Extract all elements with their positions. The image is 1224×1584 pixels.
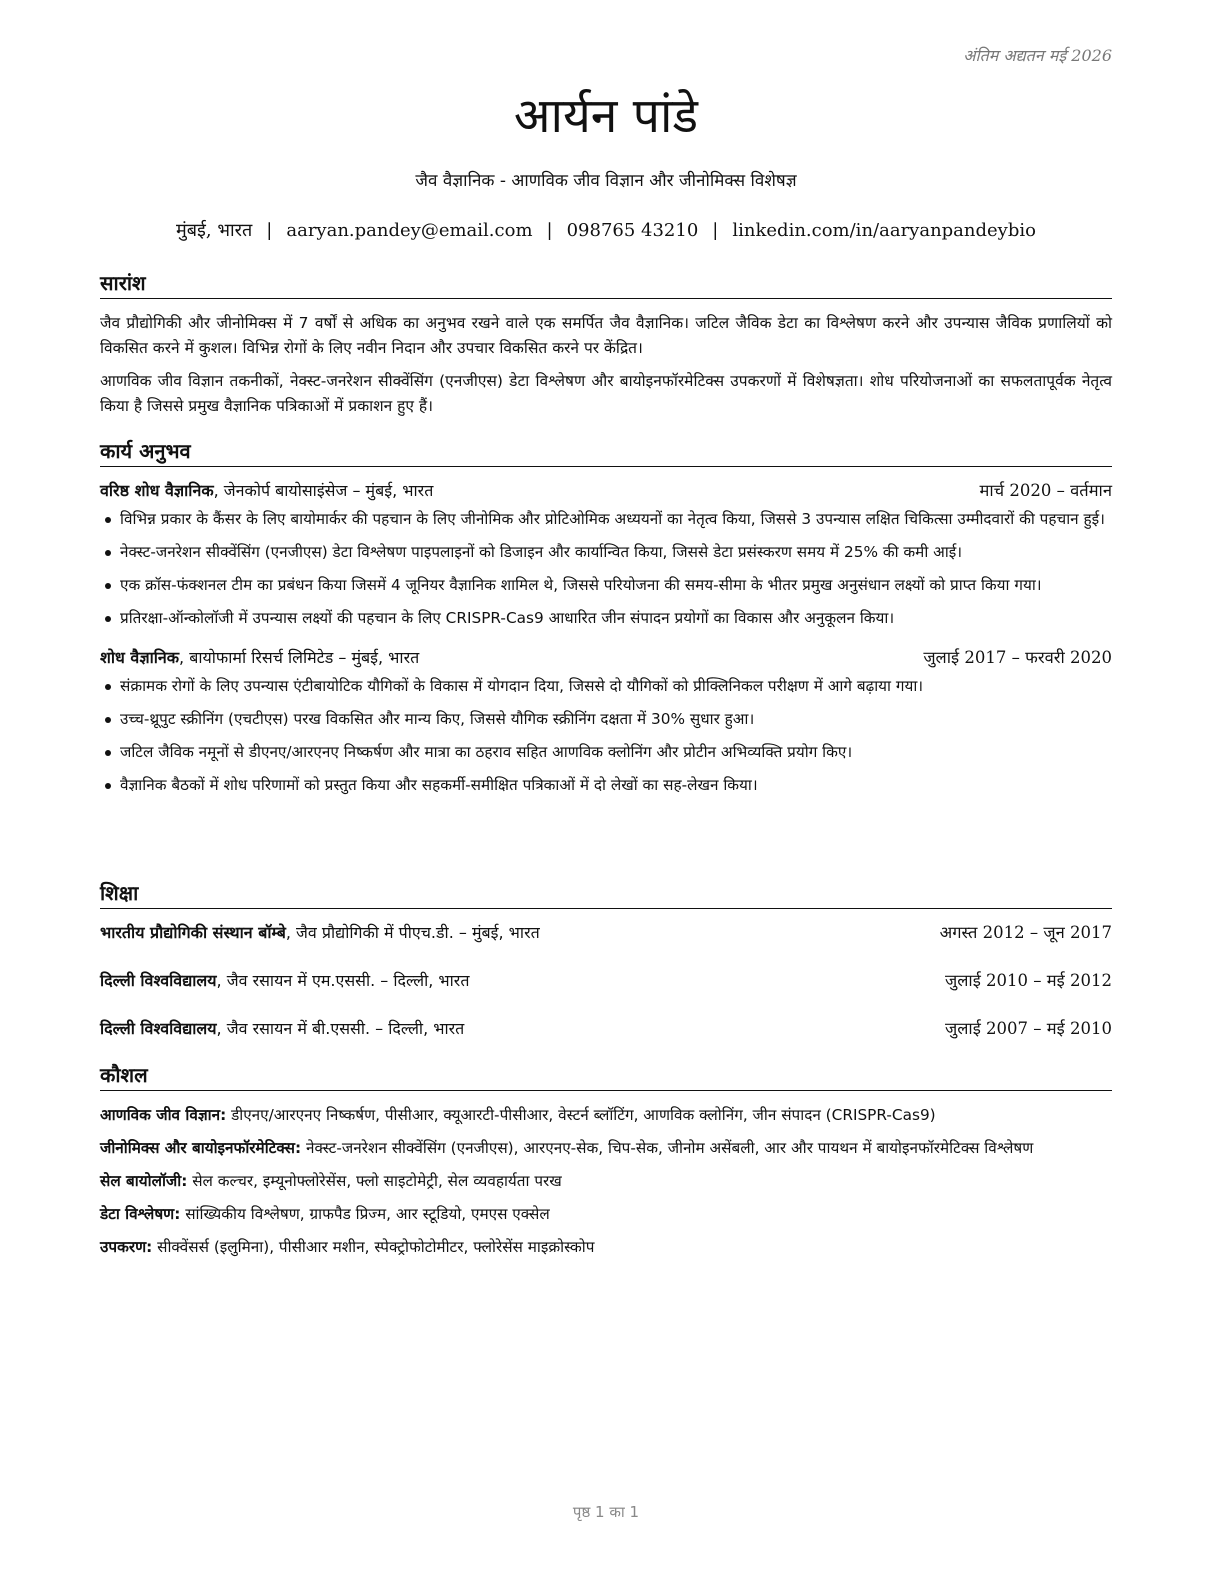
section-title-summary: सारांश — [100, 270, 1112, 299]
skill-value: सीक्वेंसर्स (इलुमिना), पीसीआर मशीन, स्पेक्ट्रोफोटोमीटर, फ्लोरेसेंस माइक्रोस्कोप — [152, 1238, 595, 1256]
skill-label: जीनोमिक्स और बायोइनफॉरमेटिक्स: — [100, 1139, 302, 1157]
education-dates: जुलाई 2007 – मई 2010 — [945, 1019, 1112, 1038]
summary-paragraph: आणविक जीव विज्ञान तकनीकों, नेक्स्ट-जनरेशन सीक्वेंसिंग (एनजीएस) डेटा विश्लेषण और बायोइनफॉरमेटिक्स उपकरणों में विशेषज्ञता। शोध परियोजनाओं का सफलतापूर्वक नेतृत्व किया है जिससे प्रमुख वैज्ञानिक पत्रिकाओं में प्रकाशन हुए हैं। — [100, 372, 1112, 415]
skills-section — [100, 1062, 1112, 1268]
education-school: दिल्ली विश्वविद्यालय — [100, 971, 217, 990]
experience-section — [100, 438, 1112, 806]
resume-page — [100, 0, 1112, 1584]
job-bullet: नेक्स्ट-जनरेशन सीक्वेंसिंग (एनजीएस) डेटा विश्लेषण पाइपलाइनों को डिजाइन और कार्यान्वित किया, जिससे डेटा प्रसंस्करण समय में 25% की कमी आई। — [120, 540, 1112, 564]
education-entry — [100, 969, 1112, 993]
section-title-education: शिक्षा — [100, 880, 1112, 909]
skill-row — [100, 1136, 1112, 1160]
section-title-skills: कौशल — [100, 1062, 1112, 1091]
skill-value: डीएनए/आरएनए निष्कर्षण, पीसीआर, क्यूआरटी-पीसीआर, वेस्टर्न ब्लॉटिंग, आणविक क्लोनिंग, जीन संपादन (CRISPR-Cas9) — [226, 1106, 936, 1124]
last-updated: अंतिम अद्यतन मई 2026 — [963, 46, 1112, 65]
education-detail: , जैव रसायन में बी.एससी. – दिल्ली, भारत — [216, 1019, 465, 1038]
job-dates: मार्च 2020 – वर्तमान — [979, 481, 1112, 500]
job-org: , बायोफार्मा रिसर्च लिमिटेड – मुंबई, भारत — [179, 648, 420, 667]
contact-separator: | — [266, 220, 273, 241]
job-bullets — [100, 507, 1112, 630]
job-role: शोध वैज्ञानिक — [100, 648, 180, 667]
job-entry — [100, 479, 1112, 630]
job-header — [100, 646, 1112, 670]
education-section — [100, 880, 1112, 1065]
section-title-experience: कार्य अनुभव — [100, 438, 1112, 467]
education-school: भारतीय प्रौद्योगिकी संस्थान बॉम्बे — [100, 923, 286, 942]
page-number: पृष्ठ 1 का 1 — [572, 1503, 640, 1521]
skill-value: सांख्यिकीय विश्लेषण, ग्राफपैड प्रिज्म, आर स्टूडियो, एमएस एक्सेल — [180, 1205, 550, 1223]
education-dates: अगस्त 2012 – जून 2017 — [939, 923, 1112, 942]
job-bullet: एक क्रॉस-फंक्शनल टीम का प्रबंधन किया जिसमें 4 जूनियर वैज्ञानिक शामिल थे, जिससे परियोजना की समय-सीमा के भीतर प्रमुख अनुसंधान लक्ष्यों को प्राप्त किया गया। — [120, 573, 1112, 597]
education-school: दिल्ली विश्वविद्यालय — [100, 1019, 217, 1038]
job-entry — [100, 646, 1112, 797]
job-header — [100, 479, 1112, 503]
contact-separator: | — [546, 220, 553, 241]
contact-linkedin[interactable]: linkedin.com/in/aaryanpandeybio — [732, 220, 1036, 241]
skill-row — [100, 1169, 1112, 1193]
summary-paragraph: जैव प्रौद्योगिकी और जीनोमिक्स में 7 वर्षों से अधिक का अनुभव रखने वाले एक समर्पित जैव वैज्ञानिक। जटिल जैविक डेटा का विश्लेषण करने और उपन्यास जैविक प्रणालियों को विकसित करने में कुशल। विभिन्न रोगों के लिए नवीन निदान और उपचार विकसित करने पर केंद्रित। — [100, 314, 1112, 357]
job-bullet: उच्च-थ्रूपुट स्क्रीनिंग (एचटीएस) परख विकसित और मान्य किए, जिससे यौगिक स्क्रीनिंग दक्षता में 30% सुधार हुआ। — [120, 707, 1112, 731]
skill-row — [100, 1103, 1112, 1127]
skill-value: नेक्स्ट-जनरेशन सीक्वेंसिंग (एनजीएस), आरएनए-सेक, चिप-सेक, जीनोम असेंबली, आर और पायथन में बायोइनफॉरमेटिक्स विश्लेषण — [301, 1139, 1034, 1157]
job-bullet: विभिन्न प्रकार के कैंसर के लिए बायोमार्कर की पहचान के लिए जीनोमिक और प्रोटिओमिक अध्ययनों का नेतृत्व किया, जिससे 3 उपन्यास लक्षित चिकित्सा उम्मीदवारों की पहचान हुई। — [120, 507, 1112, 531]
skill-label: डेटा विश्लेषण: — [100, 1205, 181, 1223]
job-bullet: संक्रामक रोगों के लिए उपन्यास एंटीबायोटिक यौगिकों के विकास में योगदान दिया, जिससे दो यौगिकों को प्रीक्लिनिकल परीक्षण में आगे बढ़ाया गया। — [120, 674, 1112, 698]
skill-label: आणविक जीव विज्ञान: — [100, 1106, 227, 1124]
education-detail: , जैव रसायन में एम.एससी. – दिल्ली, भारत — [216, 971, 470, 990]
skill-row — [100, 1235, 1112, 1259]
job-org: , जेनकोर्प बायोसाइंसेज – मुंबई, भारत — [213, 481, 434, 500]
job-role: वरिष्ठ शोध वैज्ञानिक — [100, 481, 214, 500]
contact-separator: | — [712, 220, 719, 241]
summary-section — [100, 270, 1112, 427]
job-bullet: जटिल जैविक नमूनों से डीएनए/आरएनए निष्कर्षण और मात्रा का ठहराव सहित आणविक क्लोनिंग और प्रोटीन अभिव्यक्ति प्रयोग किए। — [120, 740, 1112, 764]
skill-label: सेल बायोलॉजी: — [100, 1172, 188, 1190]
education-dates: जुलाई 2010 – मई 2012 — [945, 971, 1112, 990]
contact-email[interactable]: aaryan.pandey@email.com — [286, 220, 533, 241]
job-bullet: वैज्ञानिक बैठकों में शोध परिणामों को प्रस्तुत किया और सहकर्मी-समीक्षित पत्रिकाओं में दो लेखों का सह-लेखन किया। — [120, 773, 1112, 797]
job-bullet: प्रतिरक्षा-ऑन्कोलॉजी में उपन्यास लक्ष्यों की पहचान के लिए CRISPR-Cas9 आधारित जीन संपादन प्रयोगों का विकास और अनुकूलन किया। — [120, 606, 1112, 630]
job-bullets — [100, 674, 1112, 797]
skill-label: उपकरण: — [100, 1238, 153, 1256]
skill-row — [100, 1202, 1112, 1226]
education-entry — [100, 1017, 1112, 1041]
skill-value: सेल कल्चर, इम्यूनोफ्लोरेसेंस, फ्लो साइटोमेट्री, सेल व्यवहार्यता परख — [187, 1172, 562, 1190]
candidate-name: आर्यन पांडे — [513, 88, 699, 144]
contact-phone: 098765 43210 — [566, 220, 699, 241]
candidate-subtitle: जैव वैज्ञानिक - आणविक जीव विज्ञान और जीनोमिक्स विशेषज्ञ — [415, 171, 797, 191]
contact-location: मुंबई, भारत — [176, 220, 253, 241]
contact-line — [100, 218, 1112, 242]
education-detail: , जैव प्रौद्योगिकी में पीएच.डी. – मुंबई, भारत — [285, 923, 540, 942]
education-entry — [100, 921, 1112, 945]
job-dates: जुलाई 2017 – फरवरी 2020 — [923, 648, 1112, 667]
